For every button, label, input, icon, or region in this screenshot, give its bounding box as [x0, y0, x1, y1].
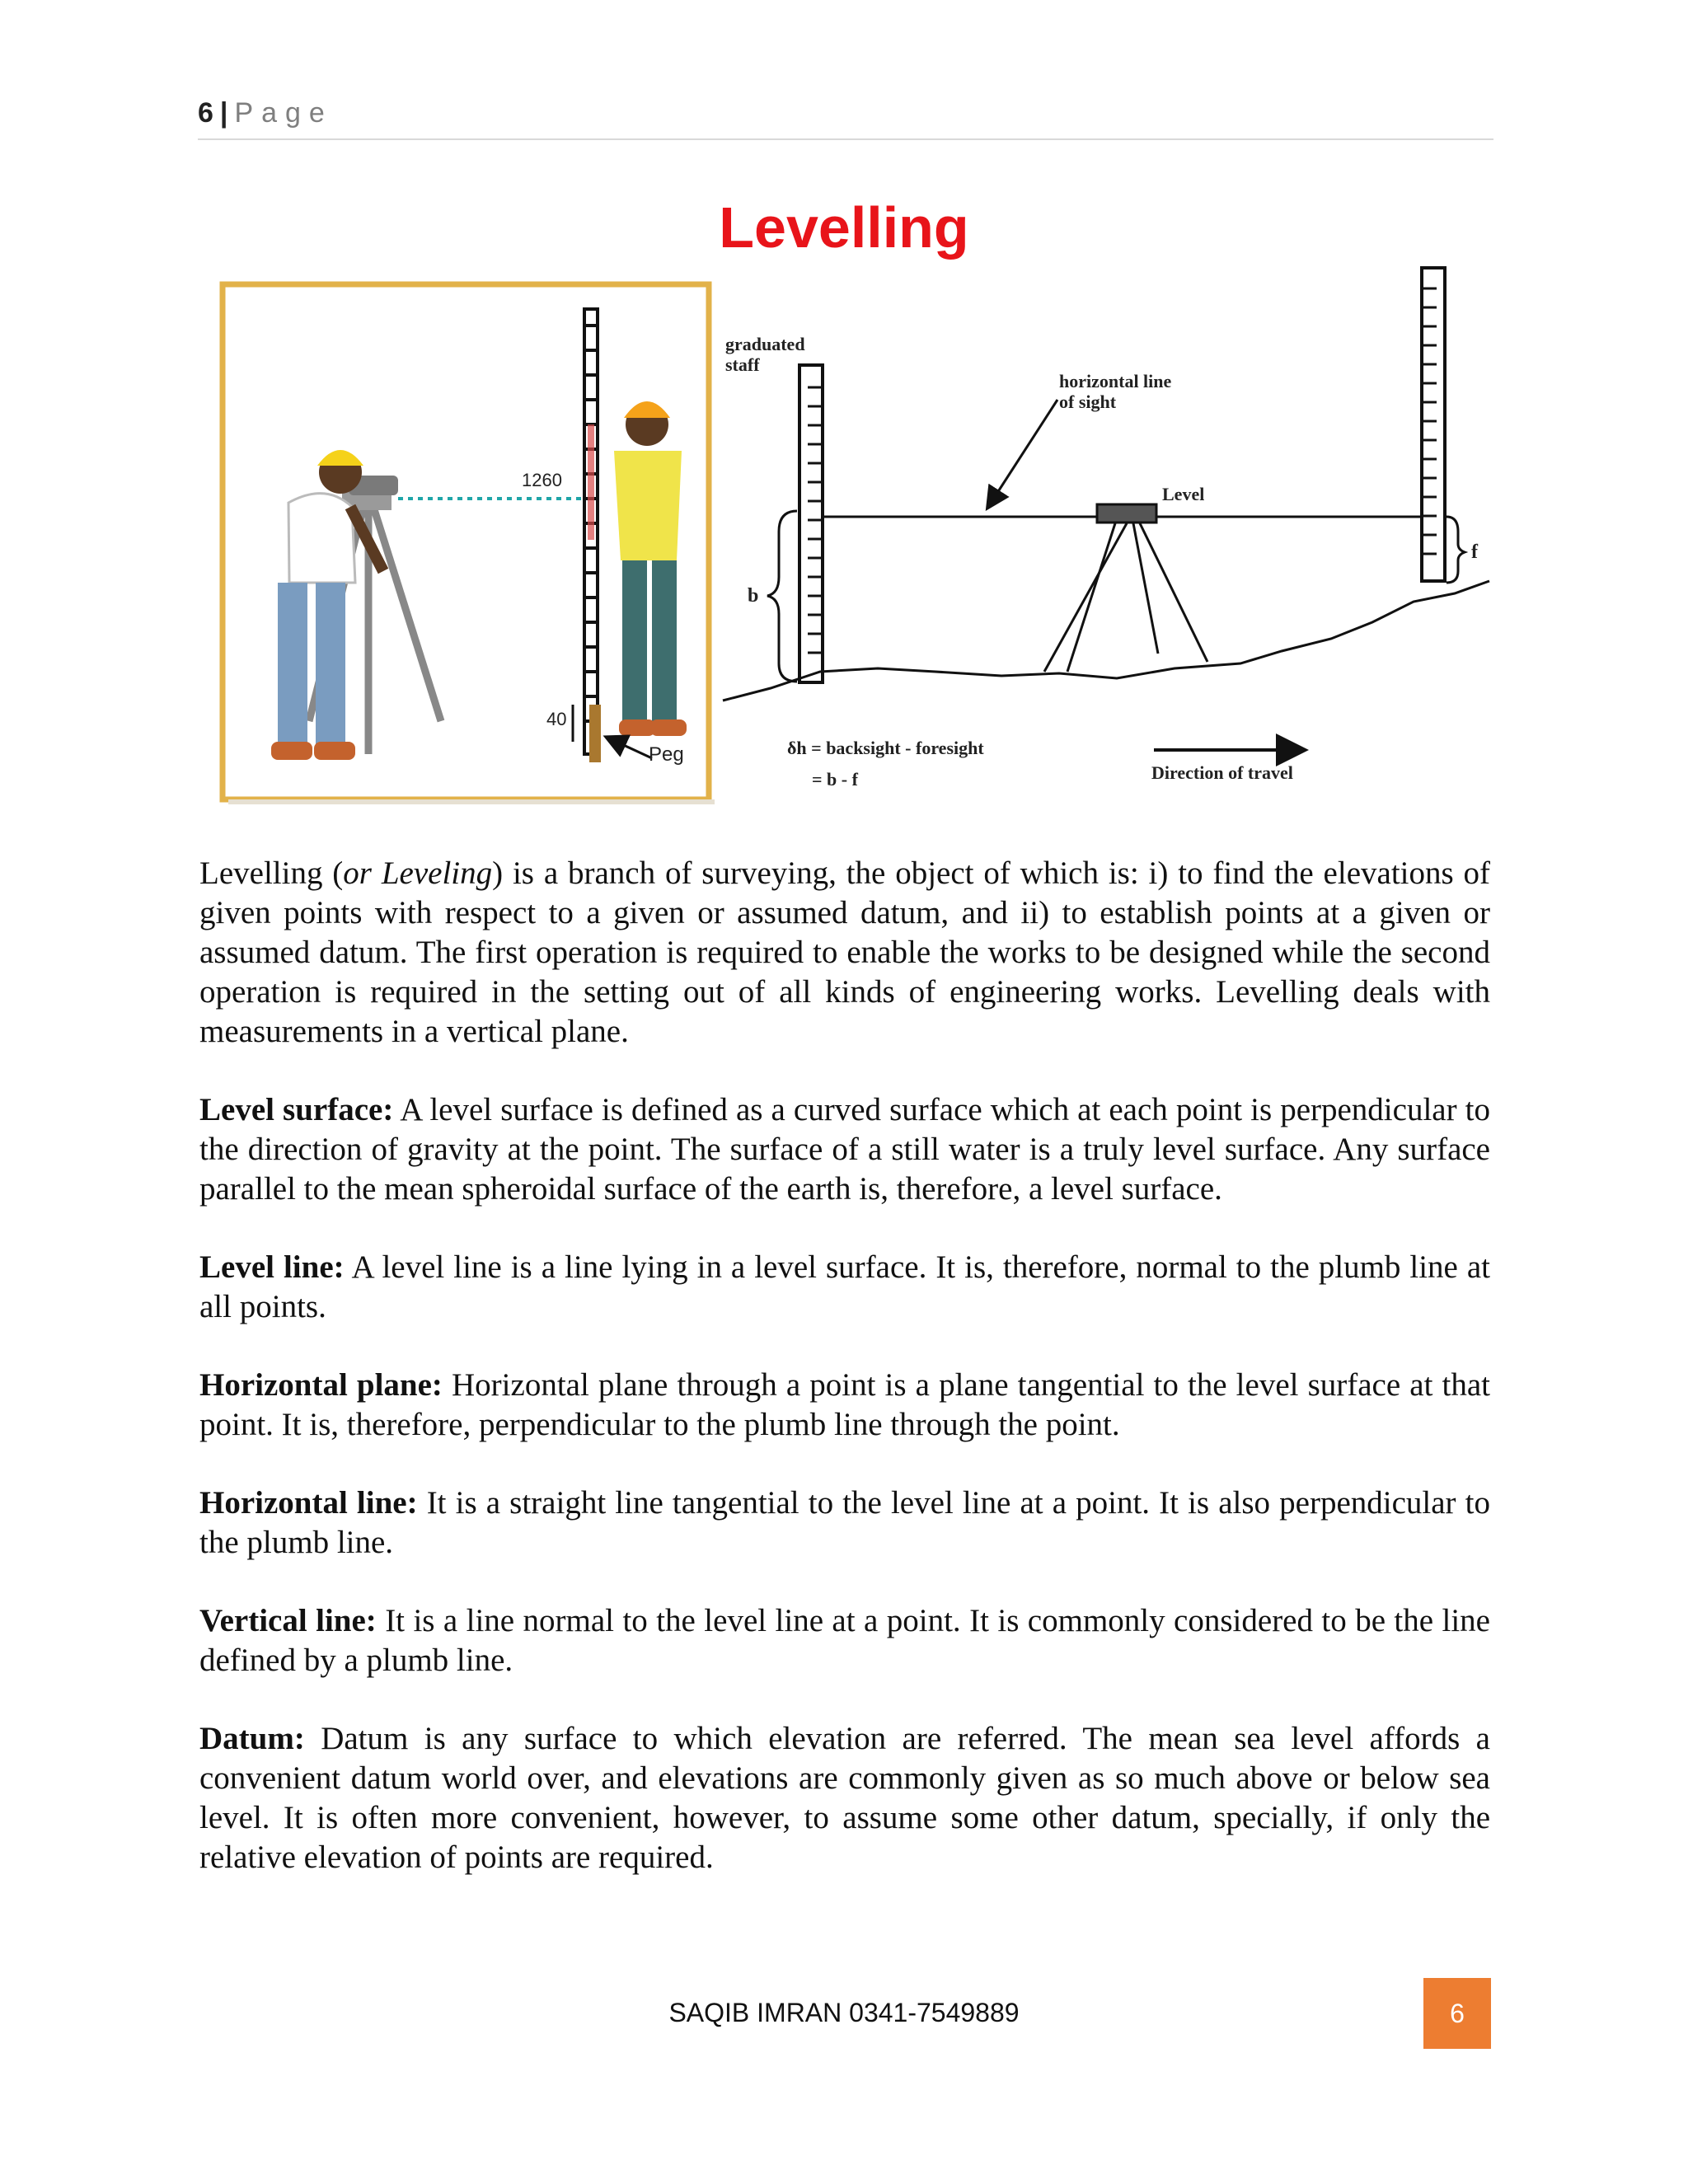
peg-height-label: 40 — [546, 709, 567, 729]
sight-label-line2: of sight — [1059, 391, 1117, 412]
staff-label-line1: graduated — [725, 334, 805, 354]
definition-term: Level line: — [199, 1249, 345, 1285]
f-brace — [1447, 517, 1465, 583]
header-page-word: Page — [234, 97, 333, 129]
definition-horizontal-plane: Horizontal plane: Horizontal plane through a point is a plane tangential to the level surface at that point. It is, therefore, perpendicular to the plumb line through the point. — [199, 1367, 1490, 1442]
header-page-number: 6 — [198, 97, 213, 129]
ground-line — [723, 581, 1489, 701]
formula-line2: = b - f — [812, 769, 858, 790]
definition-term: Datum: — [199, 1721, 305, 1756]
definition-term: Level surface: — [199, 1092, 394, 1127]
intro-paragraph: Levelling (or Leveling) is a branch of surveying, the object of which is: i) to find the elevations of given points with respect to a given or assumed datum, and ii) to establish points at a given or assumed datum. The first operation is required to enable the works to be designed while the second operation is required in the setting out of all kinds of engineering works. Levelling deals with measurements in a vertical plane. — [199, 855, 1491, 1049]
definition-term: Vertical line: — [199, 1603, 377, 1638]
footer-page-box: 6 — [1423, 1978, 1491, 2049]
direction-label: Direction of travel — [1151, 762, 1293, 783]
peg-label: Peg — [649, 743, 684, 766]
staff-label-line2: staff — [725, 354, 760, 375]
level-label: Level — [1162, 484, 1205, 504]
b-label: b — [748, 585, 759, 607]
sight-label-line1: horizontal line — [1059, 371, 1172, 391]
definition-vertical-line: Vertical line: It is a line normal to the level line at a point. It is commonly considered to be the line defined by a plumb line. — [199, 1603, 1490, 1678]
formula-line1: δh = backsight - foresight — [787, 738, 984, 758]
definition-term: Horizontal plane: — [199, 1367, 443, 1403]
definition-datum: Datum: Datum is any surface to which elevation are referred. The mean sea level affords a convenient datum world over, and elevations are commonly given as so much above or below sea level. It is often more convenient, however, to assume some other datum, specially, if only the relative elevation of points are required. — [199, 1721, 1490, 1875]
levelling-figure — [210, 260, 1504, 820]
sight-pointer-arrow — [988, 400, 1057, 507]
definition-term: Horizontal line: — [199, 1485, 418, 1521]
header-separator: | — [219, 97, 228, 129]
f-label: f — [1471, 541, 1478, 563]
levelling-schematic — [723, 268, 1489, 790]
page-title: Levelling — [719, 195, 969, 260]
level-icon — [1097, 504, 1156, 523]
surveyor-illustration — [223, 284, 715, 804]
definition-horizontal-line: Horizontal line: It is a straight line tangential to the level line at a point. It is also perpendicular to the plumb line. — [199, 1485, 1490, 1560]
b-brace — [767, 511, 797, 682]
levelling-staff-icon — [584, 309, 601, 762]
peg-icon — [589, 705, 601, 762]
definition-level-surface: Level surface: A level surface is defined as a curved surface which at each point is perpendicular to the direction of gravity at the point. The surface of a still water is a truly level surface. Any surface parallel to the mean spheroidal surface of the earth is, therefore, a level surface. — [199, 1092, 1491, 1207]
levelling-diagram — [210, 260, 1504, 820]
page-header — [198, 97, 1493, 140]
footer-author: SAQIB IMRAN 0341-7549889 — [668, 1998, 1020, 2027]
definition-level-line: Level line: A level line is a line lying in a level surface. It is, therefore, normal to the plumb line at all points. — [199, 1249, 1490, 1324]
body-text — [199, 854, 1490, 1916]
staff-reading-label: 1260 — [522, 470, 562, 490]
